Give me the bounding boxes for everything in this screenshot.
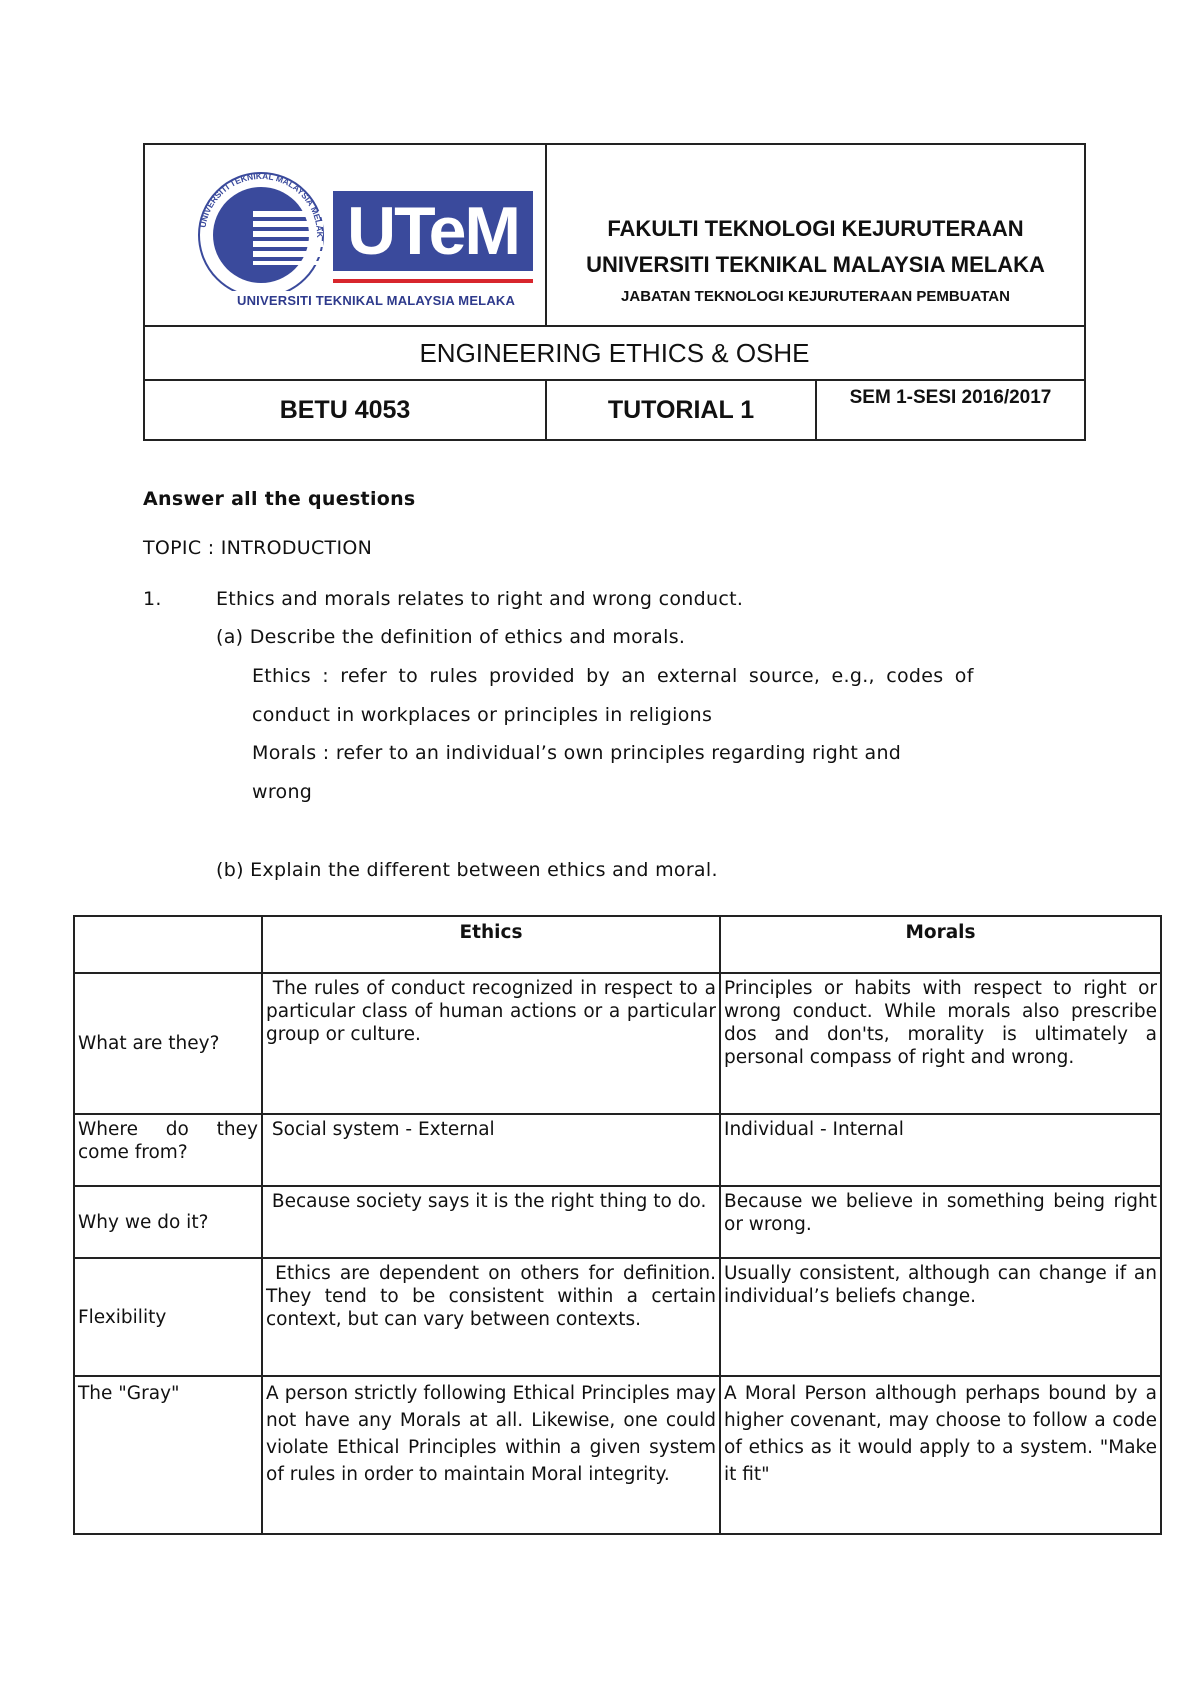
morals-definition-line-1: Morals : refer to an individual’s own principles regarding right and [252, 742, 902, 764]
question-part-a: (a) Describe the definition of ethics and morals. [216, 626, 686, 648]
morals-definition-line-2: wrong [252, 781, 313, 803]
department-name: JABATAN TEKNOLOGI KEJURUTERAAN PEMBUATAN [621, 287, 1010, 305]
utem-emblem-icon [193, 167, 333, 291]
row-label: Why we do it? [74, 1186, 262, 1258]
university-name: UNIVERSITI TEKNIKAL MALAYSIA MELAKA [586, 251, 1045, 277]
table-header-morals: Morals [720, 916, 1161, 973]
instruction: Answer all the questions [143, 488, 416, 510]
question-number: 1. [143, 588, 162, 610]
row-label: What are they? [74, 973, 262, 1114]
header-table [143, 143, 1086, 441]
morals-cell: Because we believe in something being right or wrong. [720, 1186, 1161, 1258]
table-row [74, 1114, 1161, 1186]
utem-logo [193, 167, 520, 308]
table-row [74, 973, 1161, 1114]
question-text: Ethics and morals relates to right and wrong conduct. [216, 588, 744, 610]
ethics-definition-line-1: Ethics : refer to rules provided by an external source, e.g., codes of [252, 665, 974, 687]
table-row [74, 1258, 1161, 1376]
ethics-cell: A person strictly following Ethical Principles may not have any Morals at all. Likewise, one could violate Ethical Principles within a given system of rules in order to maintain Moral integrity. [262, 1376, 720, 1534]
ethics-cell: Because society says it is the right thing to do. [262, 1186, 720, 1258]
faculty-name: FAKULTI TEKNOLOGI KEJURUTERAAN [607, 215, 1024, 241]
table-header-ethics: Ethics [262, 916, 720, 973]
ethics-morals-table [73, 915, 1162, 1535]
faculty-cell [546, 144, 1085, 326]
semester-session: SEM 1-SESI 2016/2017 [816, 380, 1085, 440]
tutorial-number: TUTORIAL 1 [546, 380, 816, 440]
logo-cell [144, 144, 546, 326]
table-header-row [74, 916, 1161, 973]
morals-cell: A Moral Person although perhaps bound by a higher covenant, may choose to follow a code of ethics as it would apply to a system. "Make it fit" [720, 1376, 1161, 1534]
ethics-cell: Ethics are dependent on others for definition. They tend to be consistent within a certain context, but can vary between contexts. [262, 1258, 720, 1376]
ethics-definition-line-2: conduct in workplaces or principles in religions [252, 704, 713, 726]
svg-text:UNIVERSITI TEKNIKAL MALAYSIA M: UNIVERSITI TEKNIKAL MALAYSIA MELAK [197, 170, 326, 238]
ethics-cell: The rules of conduct recognized in respect to a particular class of human actions or a particular group or culture. [262, 973, 720, 1114]
question-part-b: (b) Explain the different between ethics and moral. [216, 859, 718, 881]
table-row [74, 1376, 1161, 1534]
course-title: ENGINEERING ETHICS & OSHE [144, 326, 1085, 380]
row-label: Flexibility [74, 1258, 262, 1376]
course-code: BETU 4053 [144, 380, 546, 440]
ethics-cell: Social system - External [262, 1114, 720, 1186]
topic: TOPIC : INTRODUCTION [143, 537, 373, 559]
row-label: Where do they come from? [74, 1114, 262, 1186]
logo-university-line: UNIVERSITI TEKNIKAL MALAYSIA MELAKA [237, 293, 516, 308]
row-label: The "Gray" [74, 1376, 262, 1534]
table-row [74, 1186, 1161, 1258]
utem-wordmark: UTeM [333, 191, 533, 271]
table-header-blank [74, 916, 262, 973]
morals-cell: Usually consistent, although can change if an individual’s beliefs change. [720, 1258, 1161, 1376]
morals-cell: Principles or habits with respect to right or wrong conduct. While morals also prescribe dos and don'ts, morality is ultimately a personal compass of right and wrong. [720, 973, 1161, 1114]
logo-red-bar [333, 279, 533, 283]
morals-cell: Individual - Internal [720, 1114, 1161, 1186]
